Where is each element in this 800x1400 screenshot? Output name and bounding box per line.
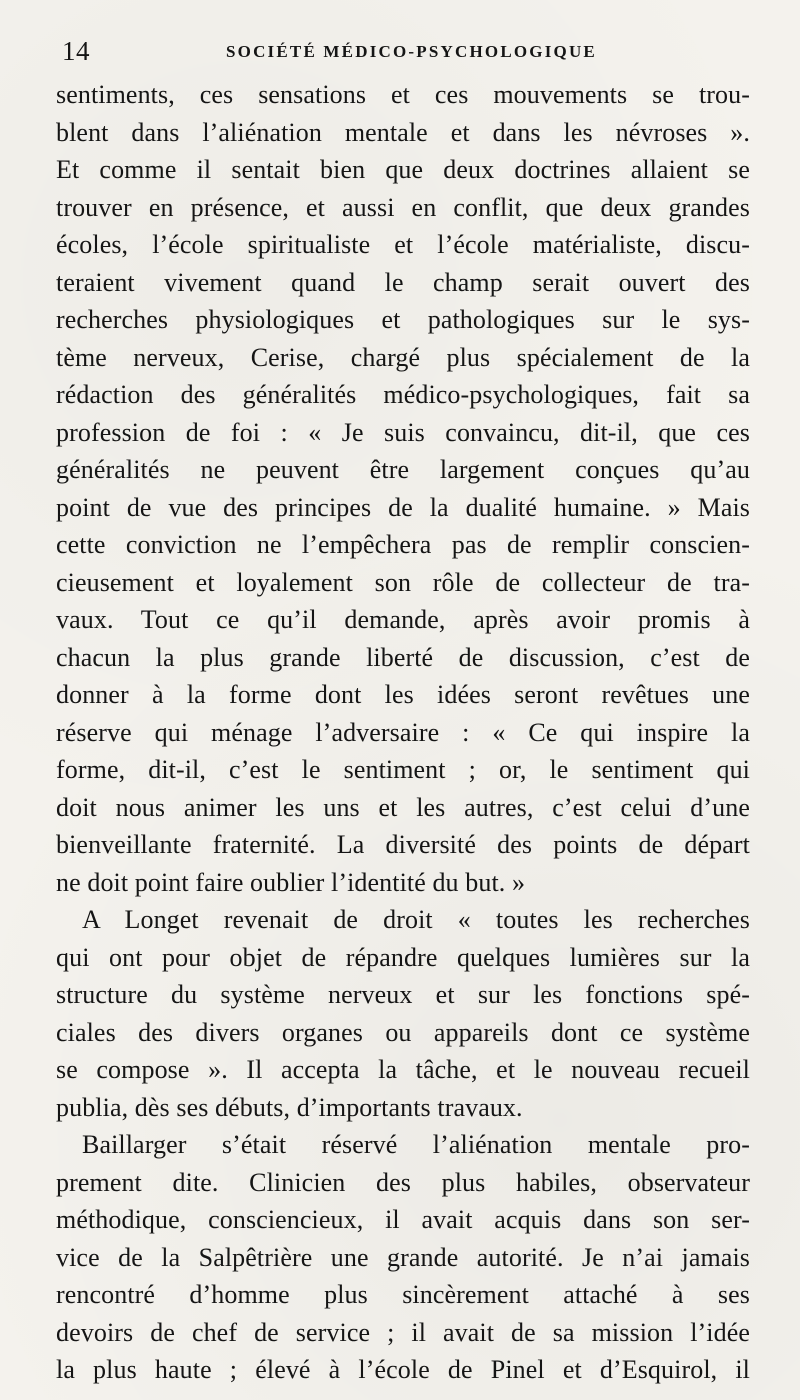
text-line: réserve qui ménage l’adversaire : « Ce qui inspire la [56,717,750,747]
text-line: devoirs de chef de service ; il avait de sa mission l’idée [56,1317,750,1347]
text-line: rencontré d’homme plus sincèrement attaché à ses [56,1280,750,1309]
text-line: écoles, l’école spiritualiste et l’école matérialiste, discu- [56,230,750,259]
text-line: publia, dès ses débuts, d’importants travaux. [56,1092,523,1122]
text-line: point de vue des principes de la dualité humaine. » Mais [56,492,750,522]
text-line: rédaction des généralités médico-psychologiques, fait sa [56,380,750,409]
text-line: bienveillante fraternité. La diversité des points de départ [56,830,750,859]
text-line: chacun la plus grande liberté de discussion, c’est de [56,642,750,672]
text-line: donner à la forme dont les idées seront revêtues une [56,680,750,709]
text-line: cette conviction ne l’empêchera pas de remplir conscien- [56,530,750,559]
text-line: vice de la Salpêtrière une grande autorité. Je n’ai jamais [56,1242,750,1272]
text-line: généralités ne peuvent être largement conçues qu’au [56,455,750,484]
body-text [56,76,754,1389]
text-line: A Longet revenait de droit « toutes les recherches [82,905,750,934]
text-line: trouver en présence, et aussi en conflit, que deux grandes [56,192,750,222]
text-line: la plus haute ; élevé à l’école de Pinel et d’Esquirol, il [56,1355,750,1384]
text-line: structure du système nerveux et sur les fonctions spé- [56,980,750,1009]
text-line: profession de foi : « Je suis convaincu, dit-il, que ces [56,417,750,447]
text-line: se compose ». Il accepta la tâche, et le nouveau recueil [56,1055,750,1084]
text-line: méthodique, consciencieux, il avait acquis dans son ser- [56,1205,750,1234]
text-line: sentiments, ces sensations et ces mouvements se trou- [56,80,750,109]
text-line: recherches physiologiques et pathologiques sur le sys- [56,305,750,334]
text-line: qui ont pour objet de répandre quelques lumières sur la [56,942,750,972]
text-line: prement dite. Clinicien des plus habiles, observateur [56,1167,750,1197]
text-line: cieusement et loyalement son rôle de collecteur de tra- [56,567,750,597]
text-line: ciales des divers organes ou appareils dont ce système [56,1017,750,1047]
page-number: 14 [62,36,90,66]
text-line: teraient vivement quand le champ serait ouvert des [56,267,750,297]
text-line: Baillarger s’était réservé l’aliénation mentale pro- [82,1130,750,1159]
text-line: forme, dit-il, c’est le sentiment ; or, le sentiment qui [56,755,750,784]
running-head [56,28,754,74]
running-title: SOCIÉTÉ MÉDICO-PSYCHOLOGIQUE [226,42,597,61]
text-line: tème nerveux, Cerise, chargé plus spécialement de la [56,342,750,372]
text-line: doit nous animer les uns et les autres, c’est celui d’une [56,792,750,822]
text-line: Et comme il sentait bien que deux doctrines allaient se [56,155,750,184]
text-line: vaux. Tout ce qu’il demande, après avoir promis à [56,605,750,634]
text-line: ne doit point faire oublier l’identité du but. » [56,867,526,897]
text-line: blent dans l’aliénation mentale et dans les névroses ». [56,117,750,147]
